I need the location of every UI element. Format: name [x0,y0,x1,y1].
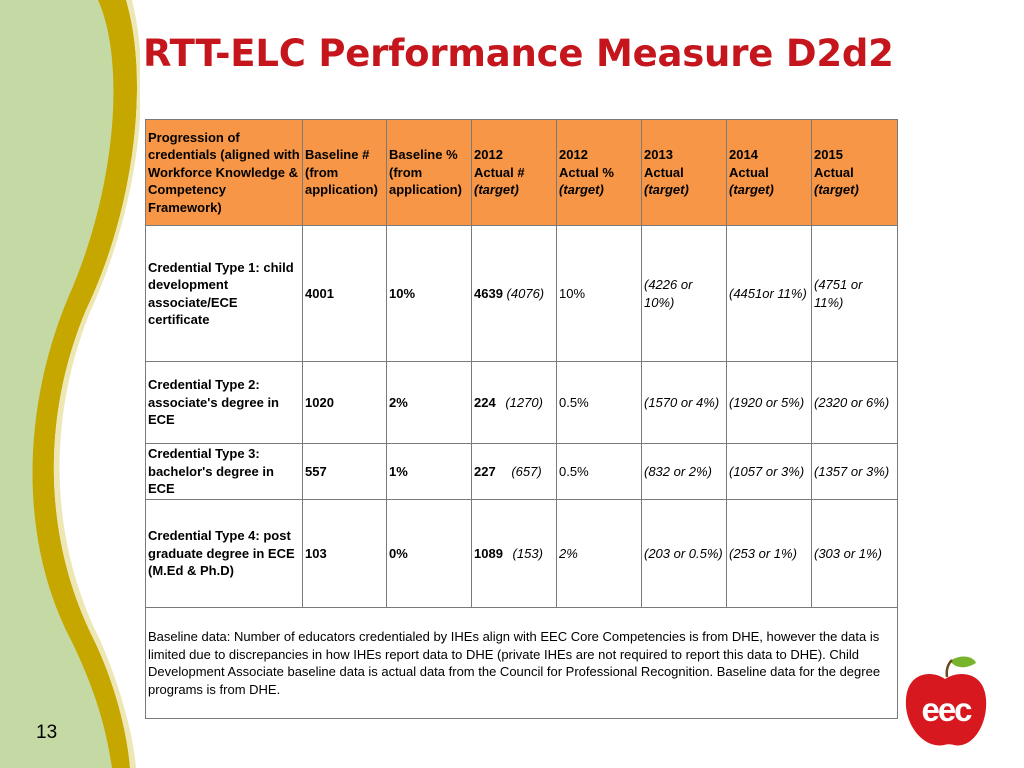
apple-stem-icon [947,660,952,677]
table-row [146,362,898,444]
credential-cell: Credential Type 2: associate's degree in ECE [146,362,303,444]
baseline-num-cell: 557 [303,444,387,500]
target-2015-cell: (2320 or 6%) [812,362,898,444]
header-2015-year: 2015 [814,147,843,163]
table-row [146,444,898,500]
logo-text: eec [921,691,971,728]
header-2015-target: (target) [814,182,859,198]
actual-2012-cell [472,444,557,500]
target-2014-cell: (4451or 11%) [727,226,812,362]
eec-logo [900,655,990,750]
target-2013-cell: (1570 or 4%) [642,362,727,444]
header-2013-year: 2013 [644,147,673,163]
baseline-num-cell: 103 [303,500,387,608]
target-2012-value: (657) [511,463,542,479]
target-2013-cell: (832 or 2%) [642,444,727,500]
actual-2012-cell [472,226,557,362]
header-2013-target: (target) [644,182,689,198]
target-2012-value: (1270) [505,394,543,410]
target-2012-value: (153) [512,545,543,561]
header-2012-pct-target: (target) [559,182,604,198]
actual-2012-value: 227 [474,463,496,479]
header-2014-target: (target) [729,182,774,198]
credential-cell: Credential Type 3: bachelor's degree in ECE [146,444,303,500]
target-2015-cell: (4751 or 11%) [812,226,898,362]
table-row [146,500,898,608]
header-2012-year: 2012 [474,147,503,163]
header-progression: Progression of credentials (aligned with Workforce Knowledge & Competency Framework) [146,120,303,226]
pct-2012-cell: 0.5% [557,362,642,444]
baseline-pct-cell: 1% [387,444,472,500]
actual-2012-cell [472,362,557,444]
header-2012-actual: Actual # [474,164,525,180]
header-2012-pct-actual: Actual % [559,164,614,180]
actual-2012-value: 4639 [474,285,503,301]
side-decoration [0,0,140,768]
table-note-row [146,608,898,719]
pct-2012-cell: 0.5% [557,444,642,500]
target-2014-cell: (1057 or 3%) [727,444,812,500]
target-2013-cell: (4226 or 10%) [642,226,727,362]
apple-leaf-icon [950,657,976,668]
pct-2012-cell: 10% [557,226,642,362]
header-2015-actual: Actual [814,164,854,180]
header-2012-target: (target) [474,182,519,198]
baseline-num-cell: 1020 [303,362,387,444]
header-2015 [812,120,898,226]
credential-cell: Credential Type 4: post graduate degree in ECE (M.Ed & Ph.D) [146,500,303,608]
header-2014-actual: Actual [729,164,769,180]
header-2012-actual-pct [557,120,642,226]
target-2012-value: (4076) [506,285,545,301]
slide-title: RTT-ELC Performance Measure D2d2 [143,32,894,75]
header-2012-actual-num [472,120,557,226]
header-2013 [642,120,727,226]
table-header-row [146,120,898,226]
baseline-pct-cell: 0% [387,500,472,608]
pct-2012-cell: 2% [557,500,642,608]
baseline-pct-cell: 10% [387,226,472,362]
target-2015-cell: (1357 or 3%) [812,444,898,500]
baseline-num-cell: 4001 [303,226,387,362]
target-2015-cell: (303 or 1%) [812,500,898,608]
header-baseline-pct: Baseline % (from application) [387,120,472,226]
target-2013-cell: (203 or 0.5%) [642,500,727,608]
target-2014-cell: (253 or 1%) [727,500,812,608]
baseline-note: Baseline data: Number of educators credentialed by IHEs align with EEC Core Competencies is from DHE, however the data is limited due to discrepancies in how IHEs report data to DHE (private IHEs are not required to report this data to DHE). Child Development Associate baseline data is actual data from the Council for Professional Recognition. Baseline data for the degree programs is from DHE. [146,608,898,719]
actual-2012-value: 1089 [474,545,503,561]
actual-2012-value: 224 [474,394,496,410]
header-2014 [727,120,812,226]
baseline-pct-cell: 2% [387,362,472,444]
table-row [146,226,898,362]
header-2013-actual: Actual [644,164,684,180]
header-2012-pct-year: 2012 [559,147,588,163]
header-baseline-num: Baseline # (from application) [303,120,387,226]
target-2014-cell: (1920 or 5%) [727,362,812,444]
page-number: 13 [36,722,58,743]
actual-2012-cell [472,500,557,608]
performance-table [145,119,898,719]
credential-cell: Credential Type 1: child development associate/ECE certificate [146,226,303,362]
header-2014-year: 2014 [729,147,758,163]
